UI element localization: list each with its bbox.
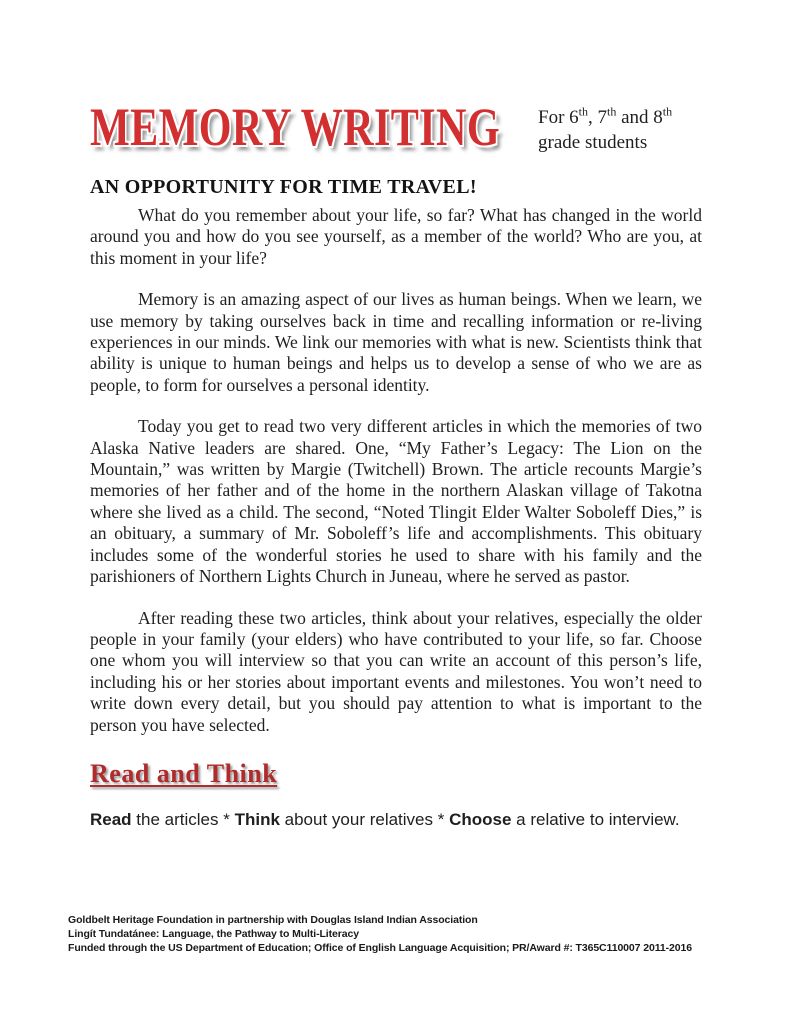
ordinal-suffix: th — [578, 104, 588, 119]
main-heading: AN OPPORTUNITY FOR TIME TRAVEL! — [90, 176, 477, 198]
action-word-think: Think — [234, 809, 280, 829]
page-footer — [68, 913, 692, 955]
paragraph-2: Memory is an amazing aspect of our lives as human beings. When we learn, we use memory by taking ourselves back in time and recalling information or re-living experiences in our minds. We link our memories with what is new. Scientists think that ability is unique to human beings and helps us to develop a sense of who we are as people, to form for ourselves a personal identity. — [90, 289, 702, 395]
action-word-read: Read — [90, 809, 132, 829]
action-word-choose: Choose — [449, 809, 512, 829]
document-title: MEMORY WRITING — [90, 97, 500, 157]
action-text: the articles * — [131, 809, 235, 829]
ordinal-suffix: th — [662, 104, 673, 119]
section-heading-read-and-think: Read and Think — [90, 758, 278, 788]
audience-seg: For 6 — [538, 107, 579, 128]
audience-seg: , 7 — [588, 107, 607, 128]
title-wrap — [90, 97, 533, 157]
action-text: a relative to interview. — [511, 809, 680, 829]
page-content — [90, 0, 702, 830]
action-text: about your relatives * — [279, 809, 450, 829]
paragraph-3: Today you get to read two very different articles in which the memories of two Alaska Native leaders are shared. One, “My Father’s Legacy: The Lion on the Mountain,” was written by Margie (Twitchell) Brown. The article recounts Margie’s memories of her father and of the home in the northern Alaskan village of Takotna where she lived as a child. The second, “Noted Tlingit Elder Walter Soboleff Dies,” is an obituary, a summary of Mr. Soboleff’s life and accomplishments. This obituary includes some of the wonderful stories he used to share with his family and the parishioners of Northern Lights Church in Juneau, where he served as pastor. — [90, 416, 702, 587]
footer-line-2: Lingít Tundatánee: Language, the Pathway to Multi-Literacy — [68, 928, 359, 940]
ordinal-suffix: th — [607, 104, 617, 119]
audience-line-1 — [538, 105, 702, 130]
audience-seg: and 8 — [616, 107, 663, 128]
audience-line-2: grade students — [538, 132, 648, 153]
paragraph-1: What do you remember about your life, so far? What has changed in the world around you and how do you see yourself, as a member of the world? Who are you, at this moment in your life? — [90, 205, 702, 268]
audience-note — [538, 100, 702, 155]
action-line — [90, 810, 702, 830]
paragraph-4: After reading these two articles, think about your relatives, especially the older people in your family (your elders) who have contributed to your life, so far. Choose one whom you will interview so that you can write an account of this person’s life, including his or her stories about important events and milestones. You won’t need to write down every detail, but you should pay attention to what is important to the person you have selected. — [90, 607, 702, 735]
footer-line-1: Goldbelt Heritage Foundation in partnership with Douglas Island Indian Association — [68, 914, 478, 926]
document-header — [90, 97, 702, 157]
footer-line-3: Funded through the US Department of Education; Office of English Language Acquisition; PR/Award #: T365C110007 2011-2016 — [68, 942, 692, 954]
